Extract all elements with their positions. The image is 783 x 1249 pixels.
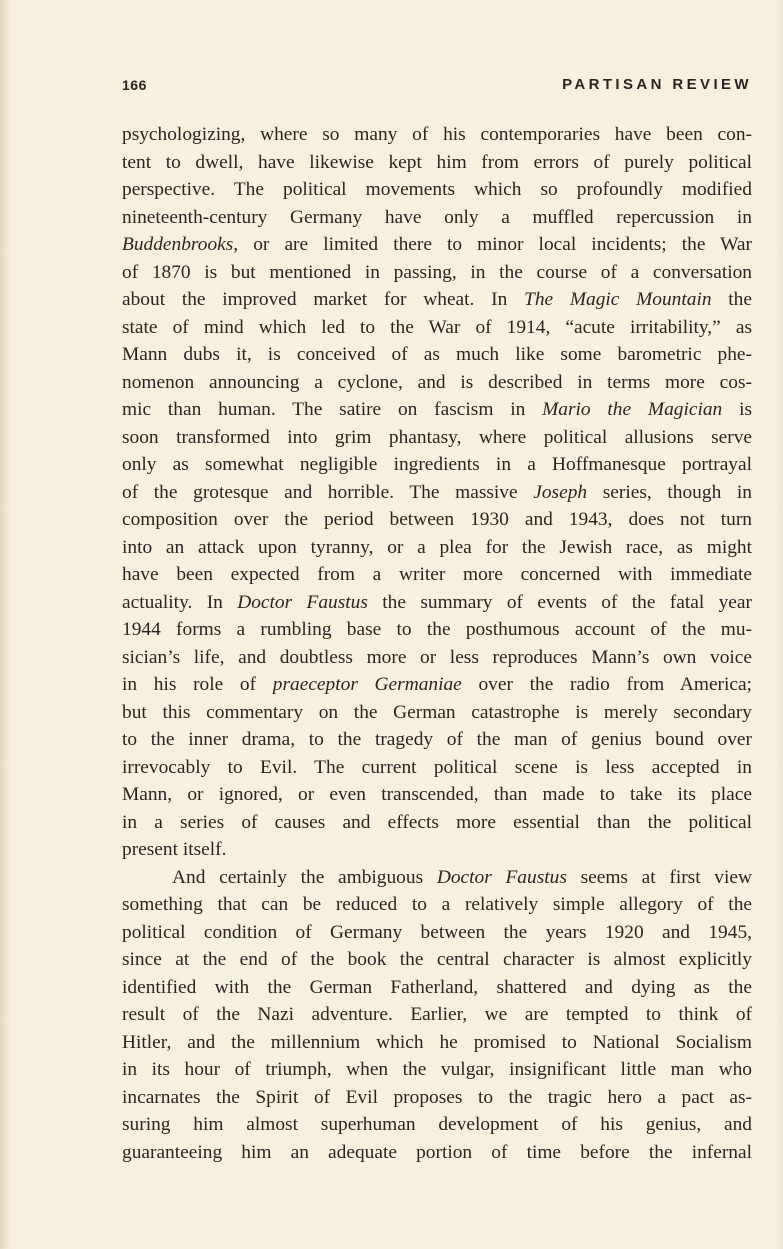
text-run: seems at first view: [566, 866, 752, 888]
text-run: Mann dubs it, is conceived of as much like some barometric phe-: [122, 344, 752, 365]
text-run: something that can be reduced to a relatively simple allegory of the: [122, 894, 752, 915]
text-line: [122, 479, 752, 507]
italic-title: praeceptor Germaniae: [272, 674, 462, 695]
text-line: [122, 231, 752, 259]
text-line: [122, 974, 752, 1002]
text-run: series, though in: [587, 481, 752, 503]
text-line: [122, 396, 752, 424]
text-run: identified with the German Fatherland, shattered and dying as the: [122, 976, 752, 998]
text-run: And certainly the ambiguous: [172, 866, 437, 888]
text-run: of 1870 is but mentioned in passing, in the course of a conversation: [122, 261, 752, 283]
text-run: composition over the period between 1930 and 1943, does not turn: [122, 509, 752, 530]
text-line: [122, 616, 752, 644]
text-line: [122, 891, 752, 919]
body-text: [122, 121, 752, 1166]
text-run: suring him almost superhuman development of his genius, and: [122, 1114, 752, 1135]
text-run: mic than human. The satire on fascism in: [122, 399, 543, 420]
text-run: to the inner drama, to the tragedy of the man of genius bound over: [122, 729, 752, 750]
text-line: [122, 369, 752, 397]
italic-title: Doctor Faustus: [237, 591, 368, 613]
text-run: political condition of Germany between the years 1920 and 1945,: [122, 921, 752, 943]
text-run: nomenon announcing a cyclone, and is described in terms more cos-: [122, 371, 752, 393]
text-line: [122, 534, 752, 562]
text-run: the summary of events of the fatal year: [367, 591, 752, 613]
text-line: [122, 946, 752, 974]
text-run: since at the end of the book the central character is almost explicitly: [122, 949, 752, 970]
running-head: PARTISAN REVIEW: [562, 76, 752, 93]
text-line: [122, 864, 752, 892]
text-line: [122, 1084, 752, 1112]
italic-title: Joseph: [533, 481, 588, 503]
text-run: present itself.: [122, 839, 227, 860]
text-run: actuality. In: [122, 591, 238, 613]
text-line: [122, 644, 752, 672]
text-run: result of the Nazi adventure. Earlier, we are tempted to think of: [122, 1004, 752, 1025]
text-line: [122, 121, 752, 149]
text-run: state of mind which led to the War of 1914, “acute irritability,” as: [122, 316, 752, 338]
italic-title: Doctor Faustus: [436, 866, 567, 888]
text-run: over the radio from America;: [461, 674, 752, 695]
text-line: [122, 1111, 752, 1139]
text-line: [122, 286, 752, 314]
text-run: in its hour of triumph, when the vulgar, insignificant little man who: [122, 1059, 752, 1080]
text-line: [122, 1056, 752, 1084]
text-line: [122, 506, 752, 534]
text-run: have been expected from a writer more concerned with immediate: [122, 564, 752, 585]
text-run: soon transformed into grim phantasy, where political allusions serve: [122, 426, 752, 448]
text-run: 1944 forms a rumbling base to the posthumous account of the mu-: [122, 619, 752, 640]
text-line: [122, 781, 752, 809]
text-run: irrevocably to Evil. The current political scene is less accepted in: [122, 756, 752, 778]
text-run: Hitler, and the millennium which he promised to National Socialism: [122, 1031, 752, 1053]
text-line: [122, 1139, 752, 1167]
text-run: incarnates the Spirit of Evil proposes to the tragic hero a pact as-: [122, 1086, 752, 1108]
text-run: the: [711, 289, 752, 310]
text-run: nineteenth-century Germany have only a muffled repercussion in: [122, 206, 752, 228]
text-run: tent to dwell, have likewise kept him from errors of purely political: [122, 151, 752, 173]
text-run: Mann, or ignored, or even transcended, than made to take its place: [122, 784, 752, 805]
italic-title: Buddenbrooks,: [122, 234, 239, 255]
text-line: [122, 671, 752, 699]
text-run: sician’s life, and doubtless more or less reproduces Mann’s own voice: [122, 646, 752, 668]
text-run: into an attack upon tyranny, or a plea for the Jewish race, as might: [122, 536, 752, 558]
text-run: but this commentary on the German catastrophe is merely secondary: [122, 701, 752, 723]
text-line: [122, 809, 752, 837]
text-line: [122, 919, 752, 947]
text-run: perspective. The political movements which so profoundly modified: [122, 179, 752, 200]
italic-title: The Magic Mountain: [524, 289, 712, 310]
text-run: of the grotesque and horrible. The massive: [122, 481, 534, 503]
page-header: [122, 77, 752, 99]
text-line: [122, 561, 752, 589]
text-line: [122, 176, 752, 204]
text-line: [122, 149, 752, 177]
text-line: [122, 1001, 752, 1029]
page-number: 166: [122, 77, 147, 93]
text-line: [122, 1029, 752, 1057]
text-line: [122, 424, 752, 452]
text-line: [122, 259, 752, 287]
text-run: or are limited there to minor local incidents; the War: [238, 234, 752, 255]
text-line: [122, 726, 752, 754]
text-line: [122, 451, 752, 479]
text-line: [122, 589, 752, 617]
text-run: is: [722, 399, 753, 420]
text-run: only as somewhat negligible ingredients in a Hoffmanesque portrayal: [122, 454, 752, 475]
text-run: psychologizing, where so many of his contemporaries have been con-: [122, 124, 752, 145]
text-line: [122, 836, 752, 864]
text-run: guaranteeing him an adequate portion of time before the infernal: [122, 1141, 752, 1163]
text-line: [122, 314, 752, 342]
italic-title: Mario the Magician: [542, 399, 723, 420]
text-line: [122, 204, 752, 232]
text-line: [122, 754, 752, 782]
text-run: about the improved market for wheat. In: [122, 289, 525, 310]
text-line: [122, 341, 752, 369]
text-line: [122, 699, 752, 727]
text-run: in his role of: [122, 674, 273, 695]
text-run: in a series of causes and effects more essential than the political: [122, 811, 752, 833]
